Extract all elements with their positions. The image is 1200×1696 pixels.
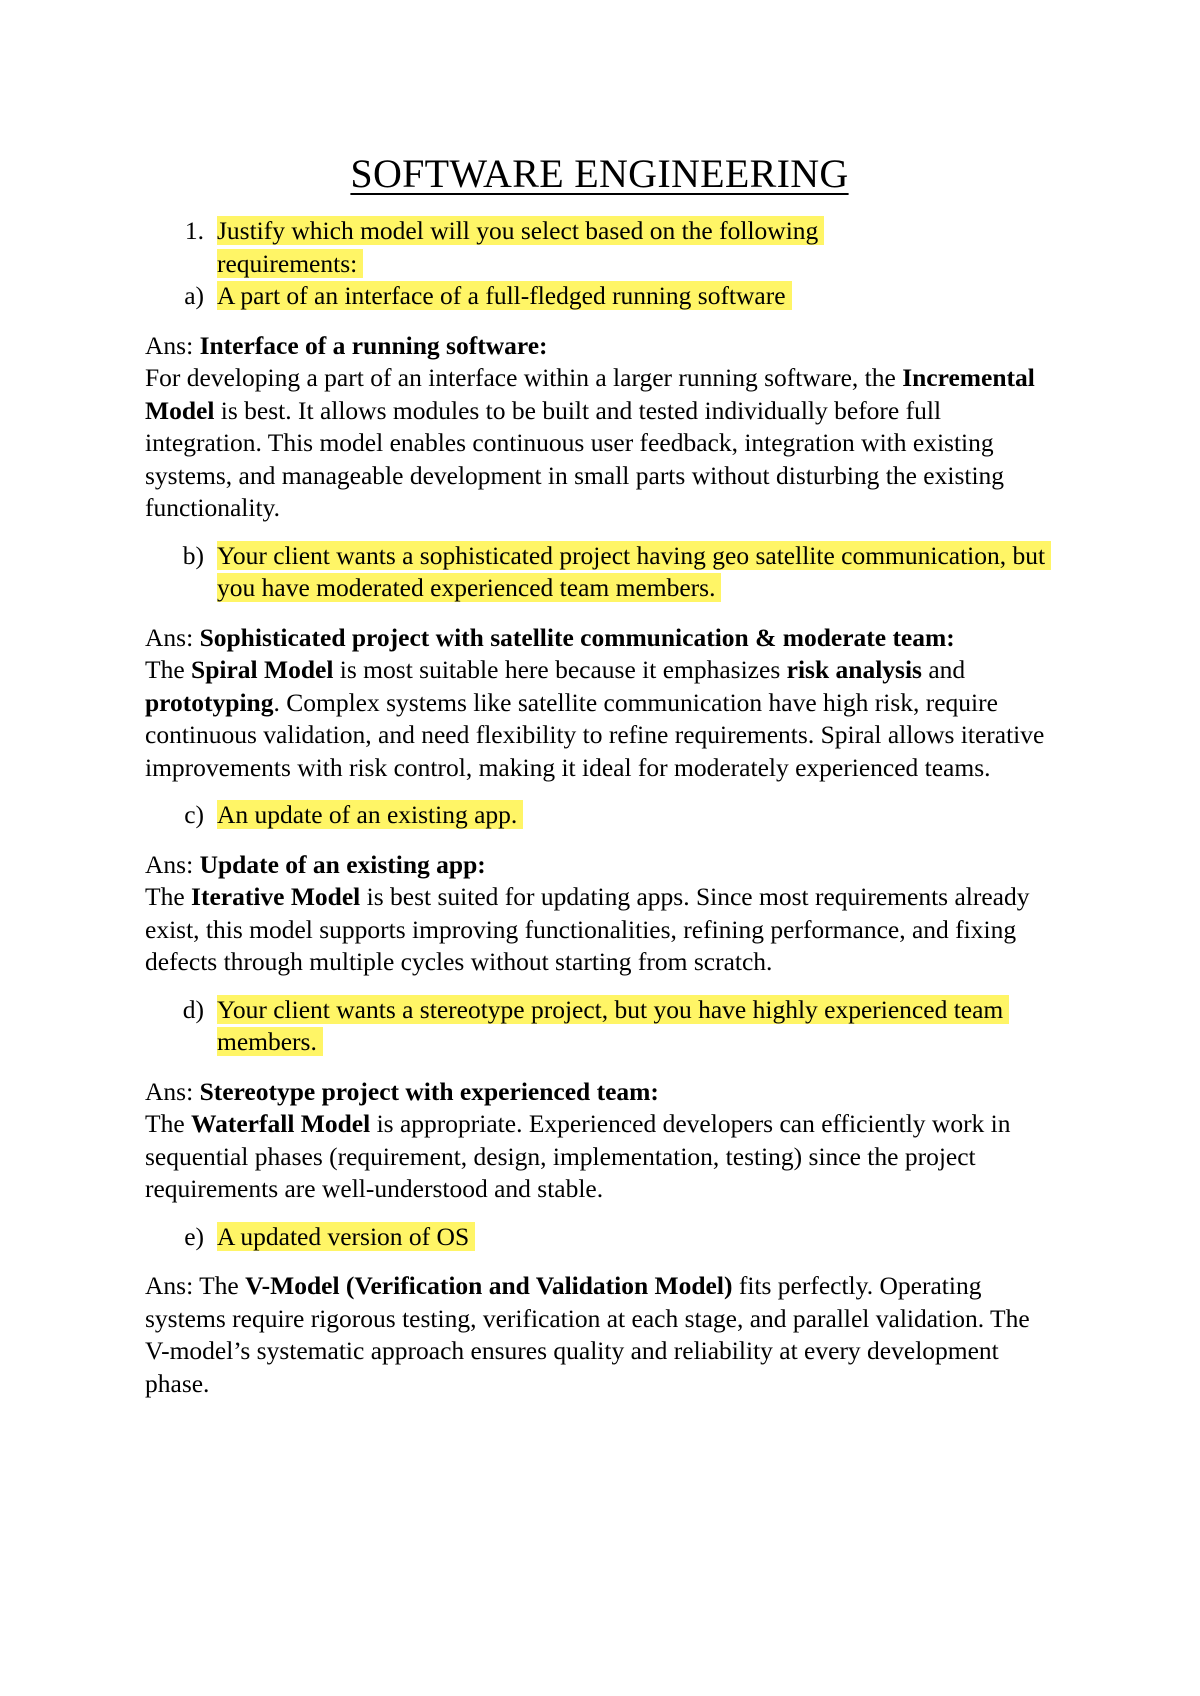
answer-emphasis: risk analysis (786, 655, 922, 684)
question-text-line2: requirements: (217, 249, 363, 278)
answer-text: is best suited for updating apps. Since most requirements already exist, this model supports improving functionalities, refining performance, and fixing defects through multiple cycles without starting from scratch. (145, 882, 1030, 976)
answer-heading: Update of an existing app: (199, 849, 486, 879)
answer-text: The (145, 882, 192, 911)
answer-block (145, 849, 1054, 979)
requirement-row (145, 540, 1054, 605)
answer-emphasis: Incremental Model (145, 363, 1035, 425)
answer-emphasis: Spiral Model (191, 655, 334, 684)
requirement-prompt: A updated version of OS (217, 1222, 475, 1251)
requirement-item (145, 540, 1054, 605)
requirement-letter: c) (184, 800, 204, 829)
question-text (217, 215, 1054, 280)
answer-text: For developing a part of an interface within a larger running software, the (145, 363, 903, 392)
requirement-letter: d) (182, 994, 204, 1024)
question-text-line1: Justify which model will you select based on the following (217, 216, 824, 245)
requirement-list (145, 280, 1054, 1400)
answer-label: Ans: (145, 1076, 200, 1106)
answer-text: is most suitable here because it emphasizes (333, 655, 787, 684)
requirement-prompt: Your client wants a stereotype project, but you have highly experienced team members. (217, 995, 1009, 1057)
answer-heading: V-Model (Verification and Validation Model) (245, 1271, 733, 1300)
requirement-item (145, 799, 1054, 832)
requirement-prompt: Your client wants a sophisticated project having geo satellite communication, but you have moderated experienced team members. (217, 541, 1051, 603)
requirement-row (145, 799, 1054, 832)
requirement-text (217, 280, 1054, 313)
answer-block (145, 1270, 1054, 1400)
requirement-row (145, 280, 1054, 313)
answer-text: fits perfectly. Operating systems require rigorous testing, verification at each stage, and parallel validation. The V-model’s systematic approach ensures quality and reliability at every development phase. (145, 1271, 1030, 1398)
question-1 (145, 215, 1054, 280)
requirement-item (145, 994, 1054, 1059)
answer-label: Ans: The (145, 1271, 246, 1300)
answer-text: The (145, 1109, 192, 1138)
requirement-prompt: A part of an interface of a full-fledged running software (217, 281, 792, 310)
answer-block (145, 1076, 1054, 1206)
requirement-letter: a) (184, 281, 204, 310)
requirement-letter: e) (184, 1221, 204, 1251)
requirement-text (217, 994, 1054, 1059)
requirement-item (145, 280, 1054, 313)
answer-heading: Stereotype project with experienced team: (199, 1076, 659, 1106)
requirement-text (217, 540, 1054, 605)
answer-text: is best. It allows modules to be built and tested individually before full integration. This model enables continuous user feedback, integration with existing systems, and manageable development in small parts without disturbing the existing functionality. (145, 395, 1005, 522)
answer-label: Ans: (145, 622, 200, 652)
document-title: SOFTWARE ENGINEERING (350, 151, 849, 196)
answer-emphasis: Iterative Model (191, 882, 361, 911)
answer-text: . Complex systems like satellite communication have high risk, require continuous validation, and need flexibility to refine requirements. Spiral allows iterative improvements with risk control, making it ideal for moderately experienced teams. (145, 687, 1045, 782)
answer-heading: Sophisticated project with satellite communication & moderate team: (199, 622, 955, 652)
question-number: 1. (184, 216, 204, 245)
requirement-prompt: An update of an existing app. (217, 800, 523, 829)
answer-label: Ans: (145, 849, 200, 879)
answer-emphasis: prototyping (145, 687, 274, 717)
answer-text: The (145, 655, 192, 684)
answer-text: and (921, 655, 966, 684)
requirement-row (145, 994, 1054, 1059)
requirement-text (217, 1221, 1054, 1254)
requirement-text (217, 799, 1054, 832)
requirement-item (145, 1221, 1054, 1254)
requirement-row (145, 1221, 1054, 1254)
answer-block (145, 330, 1054, 525)
answer-block (145, 622, 1054, 785)
answer-label: Ans: (145, 330, 200, 360)
requirement-letter: b) (182, 540, 204, 570)
answer-heading: Interface of a running software: (199, 330, 548, 360)
answer-emphasis: Waterfall Model (191, 1109, 371, 1138)
answer-text: is appropriate. Experienced developers can efficiently work in sequential phases (requirement, design, implementation, testing) since the project requirements are well-understood and stable. (145, 1109, 1011, 1203)
